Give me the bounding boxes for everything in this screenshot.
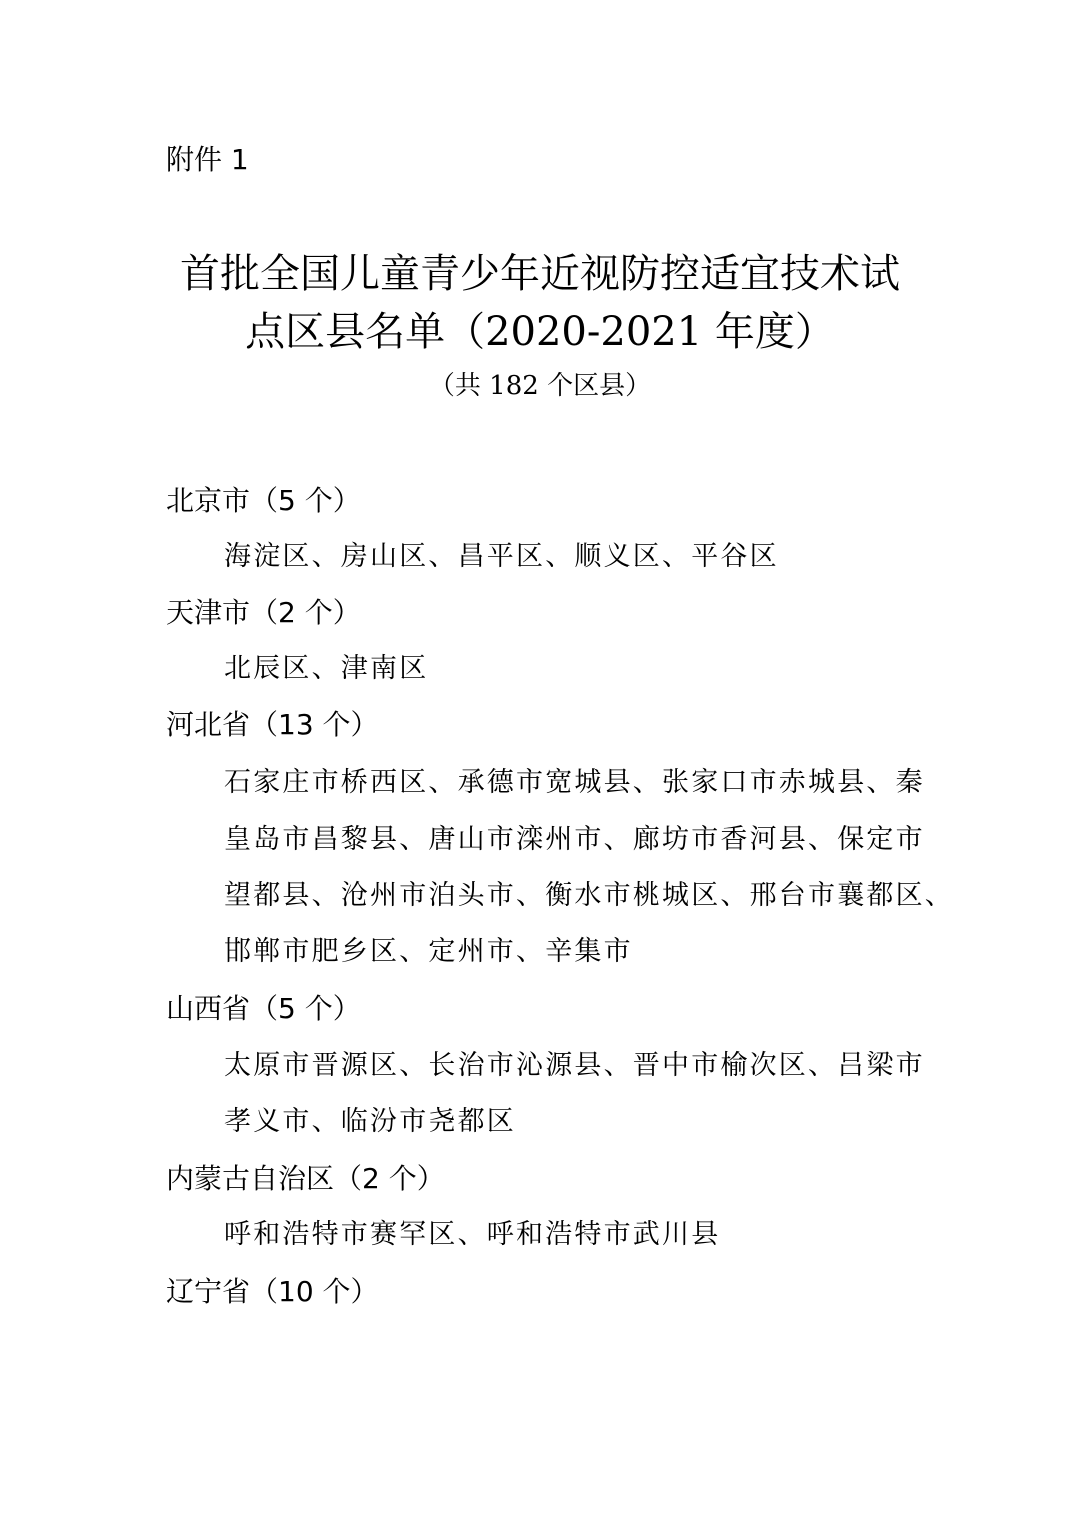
section-heading-beijing: 北京市（5 个） <box>166 484 361 517</box>
section-heading-tianjin: 天津市（2 个） <box>166 596 361 629</box>
document-title-line-1: 首批全国儿童青少年近视防控适宜技术试 <box>180 251 900 297</box>
section-heading-liaoning: 辽宁省（10 个） <box>166 1275 379 1308</box>
section-body-hebei-line-4: 邯郸市肥乡区、定州市、辛集市 <box>224 936 633 967</box>
section-heading-hebei: 河北省（13 个） <box>166 708 379 741</box>
section-body-tianjin: 北辰区、津南区 <box>224 653 429 684</box>
attachment-label: 附件 1 <box>166 143 249 176</box>
section-body-inner-mongolia: 呼和浩特市赛罕区、呼和浩特市武川县 <box>224 1219 721 1250</box>
document-subtitle: （共 182 个区县） <box>428 371 652 401</box>
section-body-hebei-line-2: 皇岛市昌黎县、唐山市滦州市、廊坊市香河县、保定市 <box>224 824 925 855</box>
section-body-hebei-line-1: 石家庄市桥西区、承德市宽城县、张家口市赤城县、秦 <box>224 767 925 798</box>
section-heading-shanxi: 山西省（5 个） <box>166 992 361 1025</box>
document-title-line-2: 点区县名单（2020-2021 年度） <box>245 309 835 355</box>
section-body-shanxi-line-2: 孝义市、临汾市尧都区 <box>224 1106 516 1137</box>
section-body-hebei-line-3: 望都县、沧州市泊头市、衡水市桃城区、邢台市襄都区、 <box>224 880 954 911</box>
section-body-beijing: 海淀区、房山区、昌平区、顺义区、平谷区 <box>224 541 779 572</box>
section-body-shanxi-line-1: 太原市晋源区、长治市沁源县、晋中市榆次区、吕梁市 <box>224 1050 925 1081</box>
section-heading-inner-mongolia: 内蒙古自治区（2 个） <box>166 1162 445 1195</box>
